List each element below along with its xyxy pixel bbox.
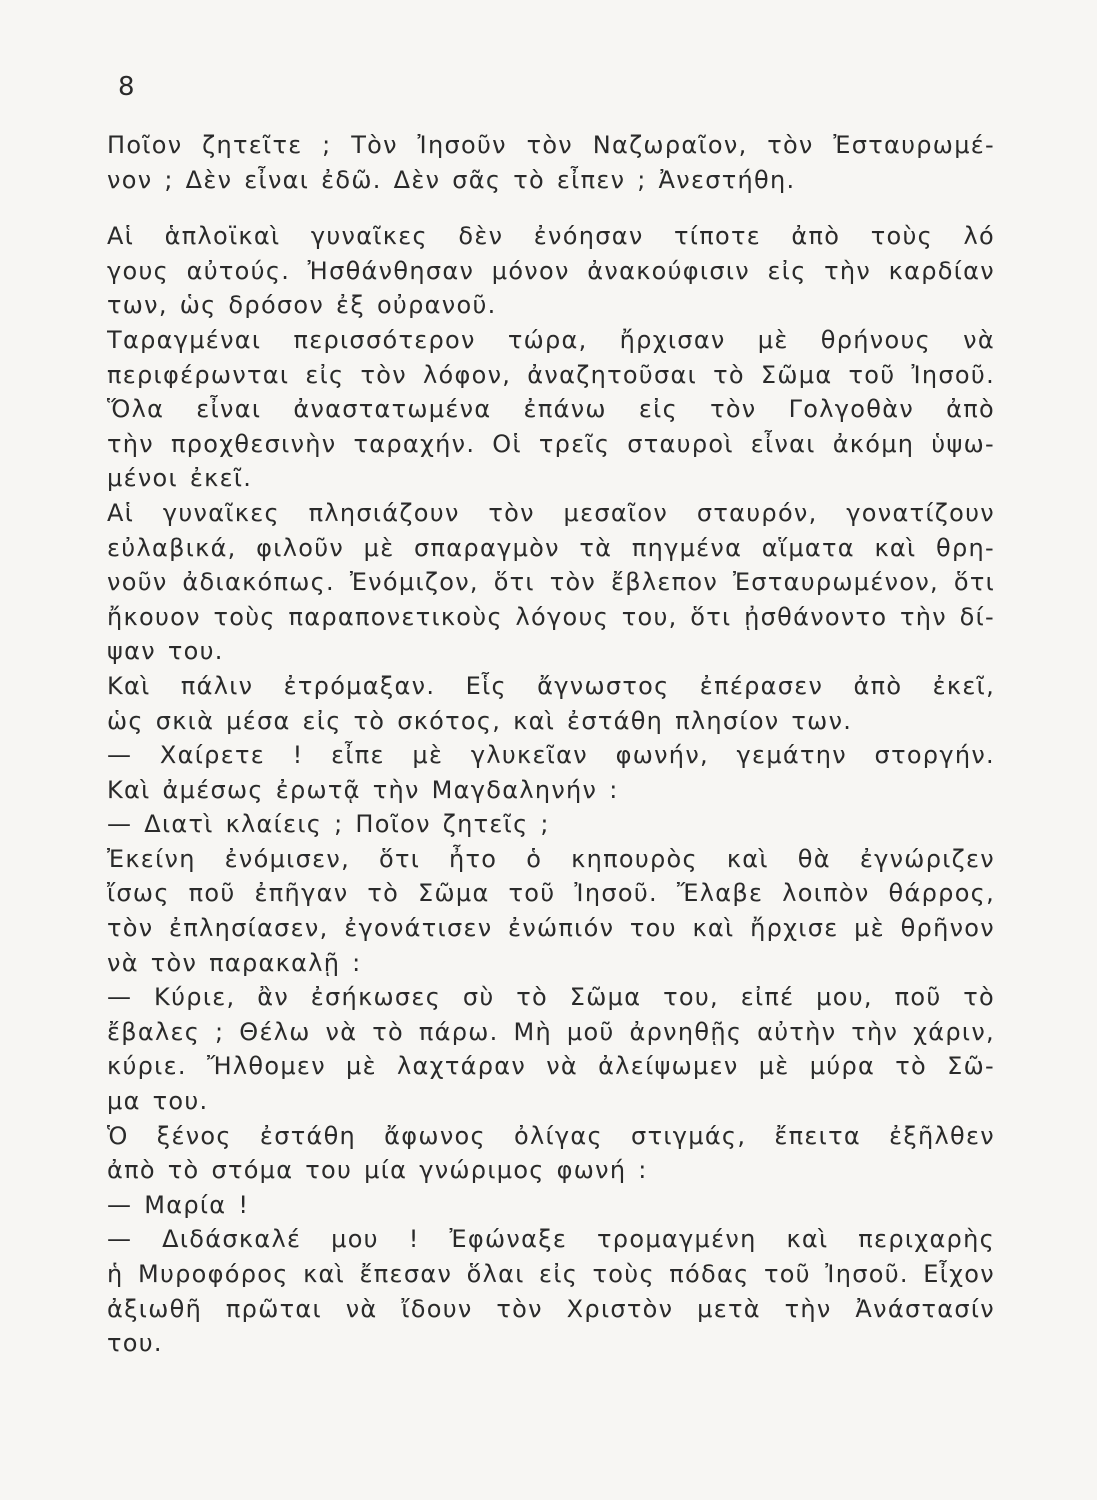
text-line: ἔβαλες ; Θέλω νὰ τὸ πάρω. Μὴ μοῦ ἀρνηθῇς αὐτὴν τὴν χάριν, (107, 1017, 995, 1046)
text-line: τὸν ἐπλησίασεν, ἐγονάτισεν ἐνώπιόν του καὶ ἤρχισε μὲ θρῆνον (107, 914, 995, 943)
text-line: Ὅλα εἶναι ἀναστατωμένα ἐπάνω εἰς τὸν Γολγοθὰν ἀπὸ (107, 395, 995, 424)
text-line: — Χαίρετε ! εἶπε μὲ γλυκεῖαν φωνήν, γεμάτην στοργήν. (107, 741, 995, 770)
text-line: — Κύριε, ἂν ἐσήκωσες σὺ τὸ Σῶμα του, εἰπέ μου, ποῦ τὸ (107, 983, 995, 1012)
text-line: νὰ τὸν παρακαλῇ : (107, 948, 362, 977)
text-line: εὐλαβικά, φιλοῦν μὲ σπαραγμὸν τὰ πηγμένα αἵματα καὶ θρη- (107, 533, 995, 562)
text-line: νον ; Δὲν εἶναι ἐδῶ. Δὲν σᾶς τὸ εἶπεν ; Ἀνεστήθη. (107, 165, 796, 194)
text-line: Ἐκείνη ἐνόμισεν, ὅτι ἦτο ὁ κηπουρὸς καὶ θὰ ἐγνώριζεν (107, 844, 995, 873)
text-line: Ταραγμέναι περισσότερον τώρα, ἤρχισαν μὲ θρήνους νὰ (107, 325, 995, 354)
text-line: — Διδάσκαλέ μου ! Ἐφώναξε τρομαγμένη καὶ περιχαρὴς (107, 1225, 995, 1254)
text-line: ἴσως ποῦ ἐπῆγαν τὸ Σῶμα τοῦ Ἰησοῦ. Ἔλαβε λοιπὸν θάρρος, (107, 879, 995, 908)
text-line: μένοι ἐκεῖ. (107, 464, 253, 493)
text-line: ψαν του. (107, 637, 224, 666)
text-line: γους αὐτούς. Ἠσθάνθησαν μόνον ἀνακούφισιν εἰς τὴν καρδίαν (107, 256, 995, 285)
text-line: Ποῖον ζητεῖτε ; Τὸν Ἰησοῦν τὸν Ναζωραῖον, τὸν Ἐσταυρωμέ- (107, 131, 995, 159)
text-line: ἤκουον τοὺς παραπονετικοὺς λόγους του, ὅτι ᾐσθάνοντο τὴν δί- (107, 602, 995, 631)
text-line: των, ὡς δρόσον ἐξ οὐρανοῦ. (107, 291, 497, 320)
text-line: Αἱ γυναῖκες πλησιάζουν τὸν μεσαῖον σταυρόν, γονατίζουν (107, 498, 995, 527)
text-line: ἡ Μυροφόρος καὶ ἔπεσαν ὅλαι εἰς τοὺς πόδας τοῦ Ἰησοῦ. Εἶχον (107, 1260, 995, 1288)
text-line: κύριε. Ἤλθομεν μὲ λαχτάραν νὰ ἀλείψωμεν μὲ μύρα τὸ Σῶ- (107, 1052, 995, 1081)
text-line: Ὁ ξένος ἐστάθη ἄφωνος ὀλίγας στιγμάς, ἔπειτα ἐξῆλθεν (107, 1121, 995, 1150)
text-line: Αἱ ἁπλοϊκαὶ γυναῖκες δὲν ἐνόησαν τίποτε ἀπὸ τοὺς λό (107, 222, 995, 251)
text-line: του. (107, 1329, 163, 1358)
text-line: ὡς σκιὰ μέσα εἰς τὸ σκότος, καὶ ἐστάθη πλησίον των. (107, 706, 853, 735)
page-number: 8 (118, 72, 136, 102)
text-line: περιφέρωνται εἰς τὸν λόφον, ἀναζητοῦσαι τὸ Σῶμα τοῦ Ἰησοῦ. (107, 360, 995, 389)
text-line: — Μαρία ! (107, 1190, 250, 1219)
text-line: μα του. (107, 1087, 209, 1116)
text-line: τὴν προχθεσινὴν ταραχήν. Οἱ τρεῖς σταυροὶ εἶναι ἀκόμη ὑψω- (107, 429, 995, 458)
text-line: — Διατὶ κλαίεις ; Ποῖον ζητεῖς ; (107, 810, 550, 839)
text-line: Καὶ πάλιν ἐτρόμαξαν. Εἷς ἄγνωστος ἐπέρασεν ἀπὸ ἐκεῖ, (107, 671, 995, 700)
text-line: Καὶ ἀμέσως ἐρωτᾷ τὴν Μαγδαληνήν : (107, 775, 619, 804)
text-line: ἀξιωθῆ πρῶται νὰ ἴδουν τὸν Χριστὸν μετὰ τὴν Ἀνάστασίν (107, 1294, 995, 1323)
text-line: ἀπὸ τὸ στόμα του μία γνώριμος φωνή : (107, 1156, 648, 1185)
text-line: νοῦν ἀδιακόπως. Ἐνόμιζον, ὅτι τὸν ἔβλεπον Ἐσταυρωμένον, ὅτι (107, 568, 995, 597)
body-text (107, 128, 995, 1361)
